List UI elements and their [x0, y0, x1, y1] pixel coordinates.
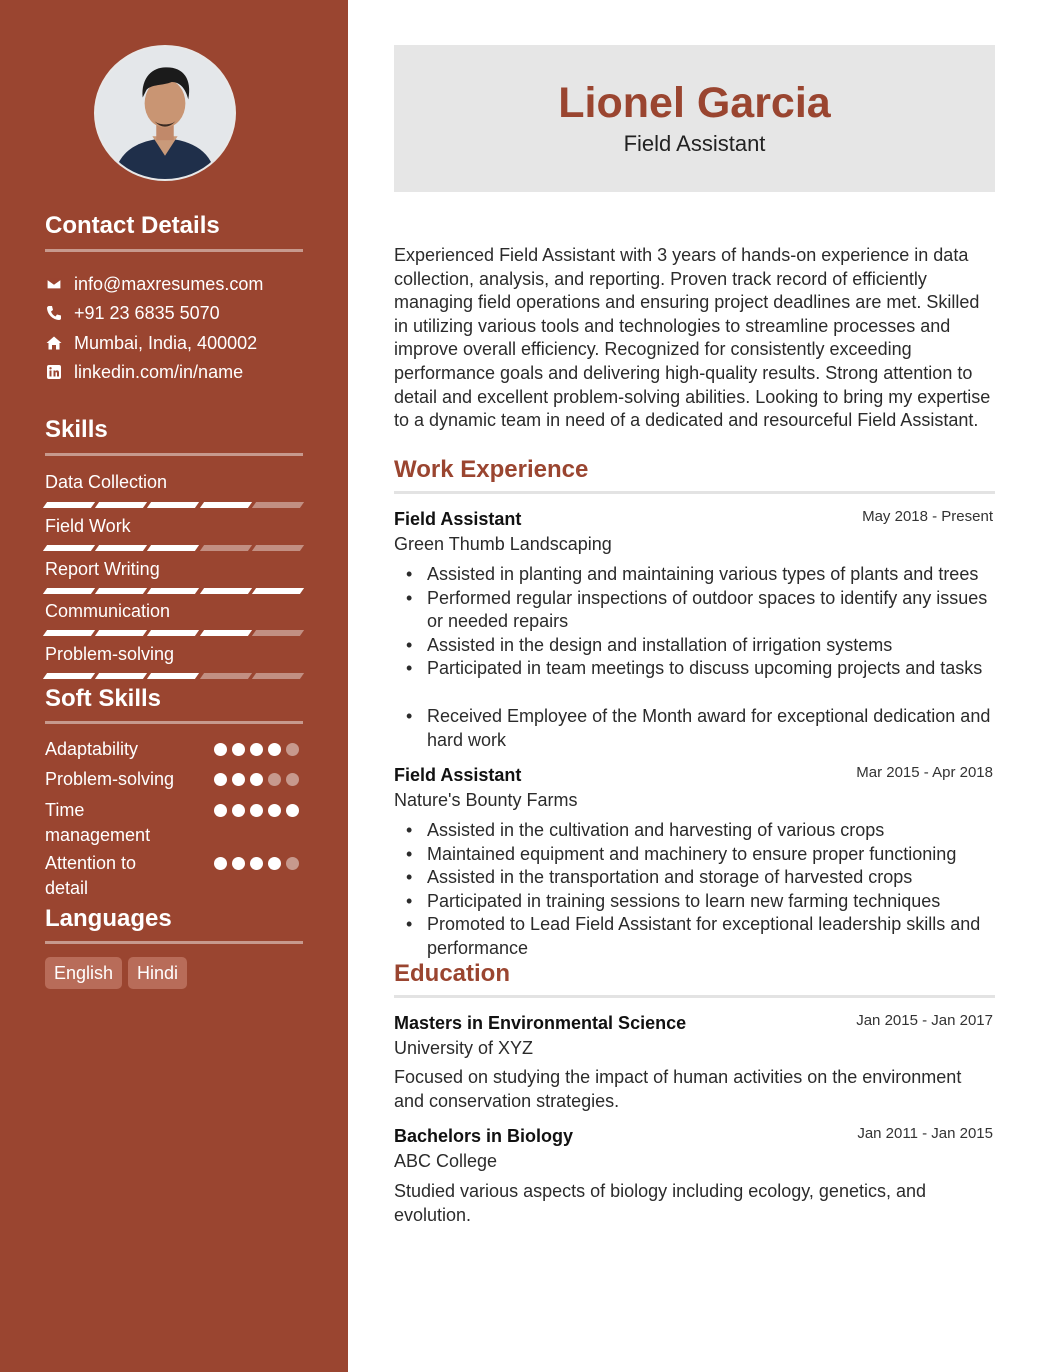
rating-dot	[214, 804, 227, 817]
contact-address	[45, 331, 257, 355]
skill-bar-segment	[252, 502, 304, 508]
skill-bar-segment	[252, 630, 304, 636]
languages-divider	[45, 941, 303, 944]
skills-heading: Skills	[45, 416, 108, 443]
rating-dot	[232, 857, 245, 870]
rating-dot	[286, 773, 299, 786]
contact-linkedin-text: linkedin.com/in/name	[74, 361, 244, 382]
list-item: • Participated in training sessions to learn new farming techniques	[394, 890, 1004, 914]
rating-dot	[250, 773, 263, 786]
education-degree: Masters in Environmental Science	[394, 1013, 687, 1033]
phone-icon	[45, 304, 63, 322]
list-item: • Maintained equipment and machinery to ensure proper functioning	[394, 843, 1004, 867]
profile-summary: Experienced Field Assistant with 3 years of hands-on experience in data collection, analysis, and reporting. Proven track record of efficiently managing field operations and ensuring project deadlines are met. Skilled in utilizing various tools and technologies to streamline processes and improve overall efficiency. Recognized for consistently exceeding performance goals and delivering high-quality results. Strong attention to detail and excellent problem-solving abilities. Looking to bring my expertise to a dynamic team in need of a dedicated and resourceful Field Assistant.	[394, 245, 991, 431]
skill-bar-segment	[95, 673, 147, 679]
skill-label: Problem-solving	[45, 644, 175, 664]
home-icon	[45, 334, 63, 352]
skill-bar-segment	[147, 630, 199, 636]
skill-label: Data Collection	[45, 472, 168, 492]
rating-dot	[268, 773, 281, 786]
skill-bar-segment	[252, 545, 304, 551]
job-dates: Mar 2015 - Apr 2018	[856, 764, 993, 781]
soft-skills-divider	[45, 721, 303, 724]
profile-photo-icon	[96, 47, 234, 179]
skill-bar-segment	[252, 673, 304, 679]
skill-label: Report Writing	[45, 559, 160, 579]
list-item: • Participated in team meetings to discuss upcoming projects and tasks	[394, 657, 1004, 681]
rating-dot	[268, 857, 281, 870]
rating-dot	[286, 804, 299, 817]
linkedin-icon	[45, 363, 63, 381]
skill-bar-segment	[43, 545, 95, 551]
candidate-name: Lionel Garcia	[558, 79, 831, 127]
rating-dot	[232, 773, 245, 786]
job-dates: May 2018 - Present	[862, 508, 993, 525]
sidebar	[0, 0, 348, 1372]
list-item: • Assisted in the design and installation of irrigation systems	[394, 634, 1004, 658]
skill-bar	[45, 588, 302, 594]
education-degree: Bachelors in Biology	[394, 1126, 574, 1146]
language-chip-hindi: Hindi	[128, 957, 187, 989]
skill-bar-segment	[95, 588, 147, 594]
soft-skills-heading: Soft Skills	[45, 685, 162, 712]
soft-skill-label: Problem-solving	[45, 769, 175, 789]
education-school: University of XYZ	[394, 1038, 534, 1058]
work-experience-heading: Work Experience	[394, 456, 589, 483]
rating-dot	[286, 743, 299, 756]
languages-heading: Languages	[45, 905, 172, 932]
skill-bar	[45, 630, 302, 636]
skill-bar	[45, 502, 302, 508]
skill-bar-segment	[95, 545, 147, 551]
job-bullets	[394, 563, 1004, 752]
education-description: Studied various aspects of biology including ecology, genetics, and evolution.	[394, 1181, 927, 1225]
skill-bar-segment	[252, 588, 304, 594]
skill-label: Communication	[45, 601, 171, 621]
rating-dot	[232, 804, 245, 817]
soft-skill-label: Attention to detail	[45, 853, 137, 898]
job-title: Field Assistant	[394, 765, 522, 785]
name-header	[394, 45, 995, 192]
list-item: • Assisted in planting and maintaining various types of plants and trees	[394, 563, 1004, 587]
skill-bar-segment	[95, 630, 147, 636]
language-chip-english: English	[45, 957, 122, 989]
job-title: Field Assistant	[394, 509, 522, 529]
rating-dot	[268, 743, 281, 756]
skill-bar	[45, 673, 302, 679]
rating-dot	[232, 743, 245, 756]
skill-bar-segment	[147, 588, 199, 594]
skill-bar-segment	[43, 502, 95, 508]
job-company: Nature's Bounty Farms	[394, 790, 578, 810]
skills-divider	[45, 453, 303, 456]
list-item: • Performed regular inspections of outdoor spaces to identify any issues or needed repairs	[394, 587, 996, 634]
education-dates: Jan 2015 - Jan 2017	[856, 1012, 993, 1029]
skill-bar-segment	[43, 588, 95, 594]
rating-dot	[214, 743, 227, 756]
soft-skill-rating	[214, 743, 299, 756]
skill-bar-segment	[200, 630, 252, 636]
contact-phone[interactable]	[45, 301, 220, 325]
soft-skill-rating	[214, 804, 299, 817]
rating-dot	[250, 743, 263, 756]
list-item: • Promoted to Lead Field Assistant for exceptional leadership skills and performance	[394, 913, 996, 960]
rating-dot	[286, 857, 299, 870]
skill-bar-segment	[43, 673, 95, 679]
envelope-icon	[45, 275, 63, 293]
skill-label: Field Work	[45, 516, 131, 536]
contact-phone-text: +91 23 6835 5070	[74, 302, 220, 323]
skill-bar-segment	[43, 630, 95, 636]
list-item: • Assisted in the transportation and storage of harvested crops	[394, 866, 1004, 890]
soft-skill-label: Time management	[45, 800, 151, 845]
contact-address-text: Mumbai, India, 400002	[74, 332, 258, 353]
education-description: Focused on studying the impact of human activities on the environment and conservation strategies.	[394, 1067, 962, 1111]
skill-bar-segment	[147, 502, 199, 508]
skill-bar-segment	[95, 502, 147, 508]
skill-bar-segment	[147, 545, 199, 551]
avatar	[94, 45, 236, 181]
skill-bar-segment	[200, 502, 252, 508]
rating-dot	[214, 857, 227, 870]
education-school: ABC College	[394, 1151, 498, 1171]
contact-linkedin[interactable]	[45, 360, 243, 384]
rating-dot	[250, 857, 263, 870]
list-item: • Received Employee of the Month award for exceptional dedication and hard work	[394, 705, 996, 752]
list-item: • Assisted in the cultivation and harvesting of various crops	[394, 819, 1004, 843]
soft-skill-rating	[214, 773, 299, 786]
skill-bar-segment	[200, 673, 252, 679]
rating-dot	[250, 804, 263, 817]
education-heading: Education	[394, 960, 511, 987]
education-divider	[394, 995, 995, 998]
contact-email-text: info@maxresumes.com	[74, 273, 264, 294]
skill-bar-segment	[200, 588, 252, 594]
skill-bar	[45, 545, 302, 551]
soft-skill-label: Adaptability	[45, 739, 139, 759]
work-experience-divider	[394, 491, 995, 494]
rating-dot	[214, 773, 227, 786]
job-bullets	[394, 819, 1004, 961]
candidate-title: Field Assistant	[623, 131, 766, 156]
soft-skill-rating	[214, 857, 299, 870]
skill-bar-segment	[200, 545, 252, 551]
education-dates: Jan 2011 - Jan 2015	[857, 1125, 993, 1142]
contact-heading: Contact Details	[45, 212, 220, 239]
contact-divider	[45, 249, 303, 252]
job-company: Green Thumb Landscaping	[394, 534, 612, 554]
skill-bar-segment	[147, 673, 199, 679]
rating-dot	[268, 804, 281, 817]
contact-email[interactable]	[45, 272, 263, 296]
